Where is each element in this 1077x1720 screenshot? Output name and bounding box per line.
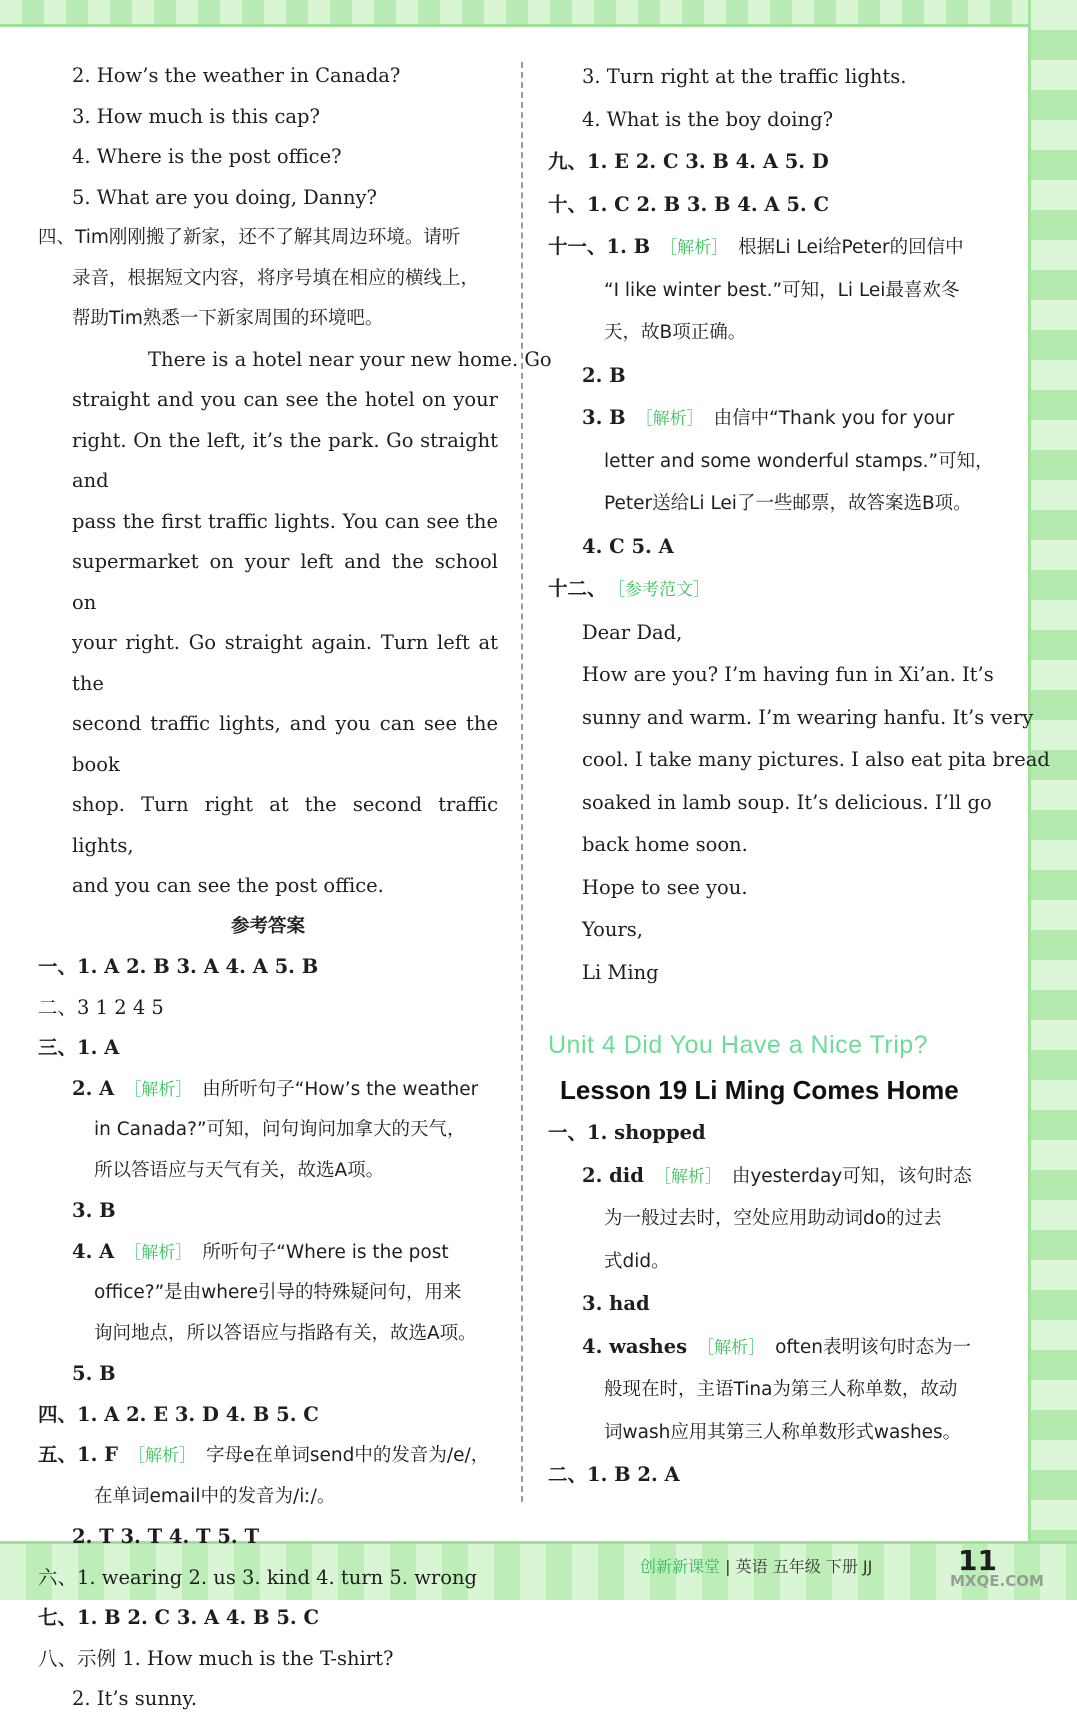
passage-line: second traffic lights, and you can see the book — [72, 712, 498, 776]
q4-instruction: 录音，根据短文内容，将序号填在相应的横线上， — [72, 267, 480, 289]
answer-row: 4. What is the boy doing? — [582, 107, 834, 131]
passage-line: pass the first traffic lights. You can see the — [72, 509, 498, 533]
analysis-tag: ［解析］ — [697, 1337, 766, 1358]
watermark: MXQE.COM — [950, 1572, 1044, 1590]
passage-line: shop. Turn right at the second traffic lights, — [72, 793, 498, 857]
answer-row: 5. B — [72, 1362, 116, 1385]
passage-line: straight and you can see the hotel on your — [72, 388, 498, 411]
footer-edition: JJ — [862, 1557, 873, 1576]
analysis-text: 由yesterday可知，该句时态 — [731, 1165, 972, 1187]
analysis-tag: ［解析］ — [124, 1079, 193, 1100]
analysis-text: 般现在时，主语Tina为第三人称单数，故动 — [604, 1379, 958, 1400]
analysis-tag: ［解析］ — [660, 238, 729, 258]
answer-row: 3. had — [582, 1292, 650, 1315]
answer-row: 一、1. shopped — [548, 1121, 706, 1144]
letter-line: Li Ming — [582, 960, 659, 984]
answer-row: 六、1. wearing 2. us 3. kind 4. turn 5. wrong — [38, 1565, 477, 1589]
letter-line: back home soon. — [582, 833, 748, 856]
letter-line: Dear Dad, — [582, 620, 683, 644]
analysis-tag: ［解析］ — [653, 1166, 722, 1187]
answer-row: 4. C 5. A — [582, 534, 674, 558]
q4-instruction: 四、Tim刚刚搬了新家，还不了解其周边环境。请听 — [38, 227, 461, 248]
analysis-text: 天，故B项正确。 — [604, 322, 747, 343]
answer-row: 二、1. B 2. A — [548, 1463, 680, 1486]
top-border-decoration — [0, 0, 1077, 27]
answer-number: 2. A — [72, 1076, 115, 1100]
answer-row: 九、1. E 2. C 3. B 4. A 5. D — [548, 150, 829, 173]
unit-title: Unit 4 Did You Have a Nice Trip? — [548, 1031, 929, 1059]
answer-number: 五、1. F — [38, 1443, 118, 1466]
analysis-text: Peter送给Li Lei了一些邮票，故答案选B项。 — [604, 493, 972, 514]
q3-item: 2. How’s the weather in Canada? — [72, 64, 401, 87]
analysis-text: 由所听句子“How’s the weather — [202, 1078, 479, 1100]
answer-number: 4. A — [72, 1239, 115, 1263]
analysis-text: 在单词email中的发音为/iː/。 — [94, 1485, 336, 1507]
analysis-text: office?”是由where引导的特殊疑问句，用来 — [94, 1282, 462, 1303]
passage-line: your right. Go straight again. Turn left at the — [72, 631, 498, 695]
letter-line: How are you? I’m having fun in Xi’an. It’s — [582, 663, 994, 686]
answer-number: 3. B — [582, 406, 626, 429]
answer-row: 四、1. A 2. E 3. D 4. B 5. C — [38, 1402, 319, 1426]
passage-line: and you can see the post office. — [72, 874, 384, 897]
lesson-title: Lesson 19 Li Ming Comes Home — [560, 1075, 959, 1105]
passage-line: right. On the left, it’s the park. Go straight and — [72, 428, 498, 492]
answer-row: 3. Turn right at the traffic lights. — [582, 65, 907, 88]
footer-separator: | — [725, 1557, 736, 1576]
column-divider — [521, 62, 523, 1502]
analysis-text: 根据Li Lei给Peter的回信中 — [738, 237, 964, 258]
analysis-tag: ［解析］ — [635, 409, 704, 429]
analysis-text: 所听句子“Where is the post — [202, 1241, 449, 1263]
analysis-text: 由信中“Thank you for your — [713, 408, 955, 429]
analysis-text: in Canada?”可知，问句询问加拿大的天气， — [94, 1119, 466, 1140]
footer-grade: 五年级 — [772, 1557, 821, 1576]
passage-line: There is a hotel near your new home. Go — [148, 347, 552, 371]
answer-row: 2. T 3. T 4. T 5. T — [72, 1525, 259, 1548]
answer-row: 十、1. C 2. B 3. B 4. A 5. C — [548, 192, 830, 216]
analysis-text: 为一般过去时，空处应用助动词do的过去 — [604, 1208, 942, 1229]
analysis-text: “I like winter best.”可知，Li Lei最喜欢冬 — [604, 279, 960, 301]
footer-brand: 创新新课堂 — [640, 1557, 721, 1576]
page-footer — [640, 1554, 872, 1577]
answer-number: 4. washes — [582, 1334, 688, 1358]
answer-row: 2. It’s sunny. — [72, 1687, 198, 1710]
letter-line: Hope to see you. — [582, 875, 748, 899]
analysis-text: 所以答语应与天气有关，故选A项。 — [94, 1159, 385, 1181]
answers-heading: 参考答案 — [230, 915, 305, 937]
answer-row: 一、1. A 2. B 3. A 4. A 5. B — [38, 955, 319, 978]
letter-line: soaked in lamb soup. It’s delicious. I’ll go — [582, 790, 992, 814]
right-column — [548, 56, 1050, 1497]
answer-row: 七、1. B 2. C 3. A 4. B 5. C — [38, 1606, 320, 1629]
q3-item: 4. Where is the post office? — [72, 145, 342, 168]
analysis-text: 询问地点，所以答语应与指路有关，故选A项。 — [94, 1322, 477, 1344]
answer-number: 十二、 — [548, 577, 607, 600]
analysis-text: 字母e在单词send中的发音为/e/， — [206, 1445, 490, 1466]
letter-line: cool. I take many pictures. I also eat pita bread — [582, 748, 1050, 771]
analysis-text: 式did。 — [604, 1250, 670, 1272]
passage-line: supermarket on your left and the school on — [72, 550, 498, 614]
footer-volume: 下册 — [825, 1557, 858, 1576]
letter-line: Yours, — [582, 918, 644, 941]
answer-row: 三、1. A — [38, 1036, 120, 1059]
answer-row: 2. B — [582, 363, 626, 387]
left-column — [38, 56, 552, 1720]
q3-item: 3. How much is this cap? — [72, 104, 320, 128]
answer-number: 2. did — [582, 1163, 644, 1187]
answer-row: 二、3 1 2 4 5 — [38, 995, 164, 1019]
analysis-text: often表明该句时态为一 — [775, 1336, 971, 1358]
analysis-text: letter and some wonderful stamps.”可知， — [604, 450, 994, 472]
answer-number: 十一、1. B — [548, 235, 651, 258]
analysis-text: 词wash应用其第三人称单数形式washes。 — [604, 1421, 962, 1443]
answer-row: 3. B — [72, 1199, 116, 1222]
analysis-tag: ［解析］ — [128, 1446, 196, 1466]
answer-row: 八、示例 1. How much is the T-shirt? — [38, 1646, 394, 1670]
sample-essay-tag: ［参考范文］ — [616, 580, 711, 600]
analysis-tag: ［解析］ — [124, 1242, 193, 1263]
right-border-decoration — [1028, 0, 1077, 1600]
footer-subject: 英语 — [735, 1557, 768, 1576]
q3-item: 5. What are you doing, Danny? — [72, 185, 378, 209]
letter-line: sunny and warm. I’m wearing hanfu. It’s very — [582, 705, 1034, 729]
page-number: 11 — [958, 1544, 997, 1577]
q4-instruction: 帮助Tim熟悉一下新家周围的环境吧。 — [72, 308, 384, 329]
